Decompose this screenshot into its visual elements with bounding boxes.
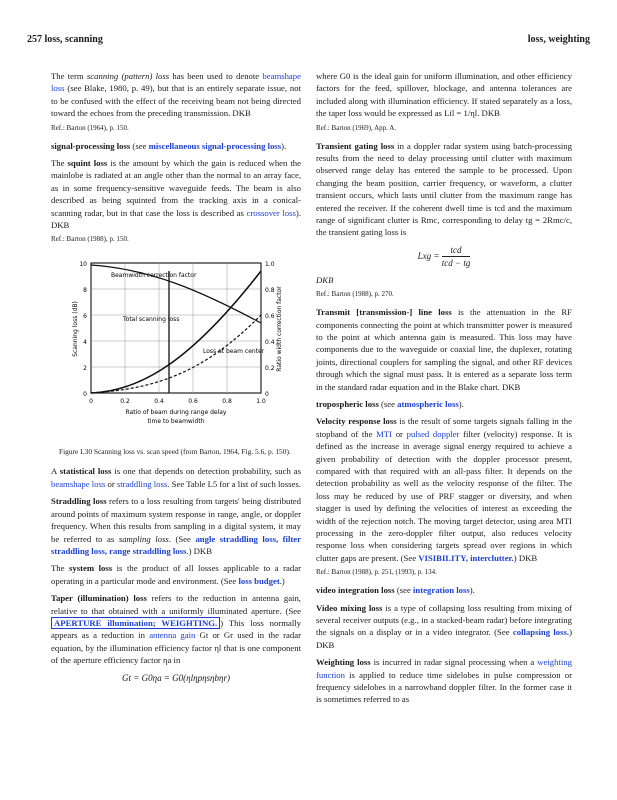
statistical-loss-paragraph: A statistical loss is one that depends on detection probability, such as beamshape loss or straddling loss. See Table L5 for a list of such losses. bbox=[51, 466, 301, 489]
x-tick: 0 bbox=[89, 398, 93, 406]
link-collapsing-loss[interactable]: collapsing loss. bbox=[512, 627, 570, 638]
link-straddling-loss[interactable]: straddling loss bbox=[116, 478, 168, 489]
right-column bbox=[316, 70, 572, 711]
dkb-signature: DKB bbox=[316, 274, 334, 285]
label-loss-center: Loss at beam center bbox=[203, 348, 265, 356]
label-scanning: Total scanning loss bbox=[123, 316, 180, 324]
x-axis-label: Ratio of beam during range delay bbox=[125, 409, 227, 417]
velocity-response-loss-paragraph: Velocity response loss is the result of some targets signals falling in the stopband of the MTI or pulsed doppler filter (velocity) response. It is defined as the increase in average signal energy required to achieve a given probability of detection with the doppler processor present, compared with that required with an all-pass filter. It depends on the detection probability as well as the velocity response of the filter. The loss may be reduced by use of PRF stagger or diversity, and when stagger is used by defining the velocities of interest as exceeding the width of the rejection notch. The moving target detector, using area MTI processing in the zero-doppler filter output, also reduces velocity response loss when considering targets spread over regions in which clutter gaps are present. (See VISIBILITY, interclutter.) DKB bbox=[316, 416, 572, 563]
x-tick: 0.2 bbox=[120, 398, 130, 406]
link-weighting-function[interactable]: weighting function bbox=[316, 657, 572, 680]
link-misc-signal-processing-loss[interactable]: miscellaneous signal-processing loss bbox=[148, 140, 282, 151]
grid-lines bbox=[91, 263, 261, 393]
x-tick: 0.8 bbox=[222, 398, 232, 406]
y-tick-left: 6 bbox=[83, 313, 87, 321]
y-axis-label-right: Ratio width correction factor bbox=[276, 286, 283, 373]
y-tick-right: 0.8 bbox=[265, 287, 275, 295]
straddling-loss-paragraph: Straddling loss refers to a loss resulting from targets' being distributed around points of maximum system response in range, angle, or doppler frequency. When this results from sampling in a digital system, it may be referred to as sampling loss. (See angle straddling loss, filter straddling loss, range straddling loss.) DKB bbox=[51, 496, 302, 556]
y-tick-right: 0.2 bbox=[265, 365, 275, 373]
y-tick-right: 1.0 bbox=[265, 261, 275, 269]
taper-loss-continuation: where G0 is the ideal gain for uniform illumination, and other efficiency factors for the feed, spillover, blockage, and antenna tolerances are included along with illumination efficiency. If stated separately as a loss, the taper loss would be expressed as Lil = 1/ηl. DKB bbox=[316, 71, 572, 119]
link-atmospheric-loss[interactable]: atmospheric loss bbox=[397, 398, 459, 409]
reference: Ref.: Barton (1964), p. 150. bbox=[51, 123, 129, 132]
video-mixing-loss-paragraph: Video mixing loss is a type of collapsing loss resulting from mixing of several receiver outputs (e.g., in a stacked-beam radar) before integrating the signals on a display or in a video integrator. (See collapsing loss.) DKB bbox=[316, 602, 573, 650]
y-tick-left: 8 bbox=[83, 287, 87, 295]
link-beamshape-loss[interactable]: beamshape loss bbox=[51, 478, 106, 489]
link-beamshape-loss[interactable]: beamshape loss bbox=[51, 71, 301, 94]
tropospheric-loss-entry: tropospheric loss (see atmospheric loss). bbox=[316, 398, 464, 409]
scanning-loss-figure bbox=[51, 251, 301, 441]
link-pulsed-doppler[interactable]: pulsed doppler bbox=[406, 428, 460, 439]
x-tick: 0.6 bbox=[188, 398, 198, 406]
link-loss-budget[interactable]: loss budget bbox=[238, 575, 280, 586]
header-left: 257 loss, scanning bbox=[27, 34, 103, 45]
x-axis-label: time to beamwidth bbox=[147, 418, 205, 426]
video-integration-loss-entry: video integration loss (see integration loss). bbox=[316, 585, 475, 596]
transient-gating-loss-paragraph: Transient gating loss in a doppler radar system using batch-processing results from the need to delay processing until clutter with maximum observed range delay has entered the sample to be processed. Upon changing the beam position, carrier frequency, or waveform, a clutter transient occurs, which lasts until clutter from the maximum range has entered the receiver. If the coherent dwell time is tcd and the maximum range of significant clutter is Rmc, corresponding to delay tg = 2Rmc/c, the transient gating loss is bbox=[316, 140, 572, 238]
signal-processing-loss-entry: signal-processing loss (see miscellaneous signal-processing loss). bbox=[51, 140, 287, 151]
page-header bbox=[27, 34, 590, 48]
y-tick-left: 2 bbox=[83, 365, 87, 373]
figure-caption: Figure L30 Scanning loss vs. scan speed (from Barton, 1964, Fig. 5.6, p. 150). bbox=[59, 447, 291, 457]
y-tick-left: 0 bbox=[83, 391, 87, 399]
reference: Ref.: Barton (1988), p. 150. bbox=[51, 235, 129, 244]
y-tick-right: 0.4 bbox=[265, 339, 275, 347]
plot-frame bbox=[91, 263, 261, 393]
x-tick: 0.4 bbox=[154, 398, 164, 406]
left-column bbox=[51, 70, 301, 688]
link-aperture-illumination[interactable]: APERTURE illumination; WEIGHTING. bbox=[51, 617, 220, 629]
y-tick-left: 10 bbox=[79, 261, 87, 269]
series-total-scanning-loss bbox=[91, 271, 261, 393]
y-axis-label-left: Scanning loss (dB) bbox=[72, 301, 79, 358]
x-tick: 1.0 bbox=[256, 398, 266, 406]
reference: Ref.: Barton (1969), App. A. bbox=[316, 123, 397, 132]
link-visibility-interclutter[interactable]: VISIBILITY, interclutter. bbox=[418, 552, 514, 563]
y-tick-left: 4 bbox=[83, 339, 87, 347]
reference: Ref.: Barton (1988), p. 270. bbox=[316, 290, 394, 299]
link-straddling-losses[interactable]: angle straddling loss, filter straddling loss, range straddling loss bbox=[51, 533, 301, 556]
link-integration-loss[interactable]: integration loss bbox=[413, 585, 470, 596]
link-crossover-loss[interactable]: crossover loss bbox=[246, 207, 296, 218]
gain-formula: Gt = G0ηa = G0(ηlηpηsηbηr) bbox=[122, 672, 230, 683]
taper-loss-paragraph: Taper (illumination) loss refers to the reduction in antenna gain, relative to that obtained with a uniformly illuminated aperture. (See APERTURE illumination; WEIGHTING. ) This loss normally appears as a reduction in antenna gain Gt or Gr used in the radar equation, by the illumination efficiency factor ηl that is one component of the aperture efficiency factor ηa in bbox=[51, 593, 301, 666]
y-tick-right: 0 bbox=[265, 391, 269, 399]
scanning-loss-paragraph: The term scanning (pattern) loss has been used to denote beamshape loss (see Blake, 1980, p. 49), but that is an entirely separate issue, not to be confused with the effect of the receiving beam not being directed toward the echoes from the preceding transmission. DKB bbox=[51, 71, 301, 119]
weighting-loss-paragraph: Weighting loss is incurred in radar signal processing when a weighting function is applied to reduce time sidelobes in pulse compression or frequency sidelobes in a narrowband doppler filter. In the former case it is sometimes referred to as bbox=[316, 657, 572, 705]
transmit-line-loss-paragraph: Transmit [transmission-] line loss is the attenuation in the RF components connecting the point at which transmitter power is measured to the point at which antenna gain is measured. This loss may have components due to the waveguide or coaxial line, the duplexer, rotating joints, directional couplers for sampling the signal, and other RF devices through which the signal must pass. It is entered as a separate loss term in the standard radar equation and in the Blake chart. DKB bbox=[316, 307, 572, 392]
link-antenna-gain[interactable]: antenna gain bbox=[149, 630, 196, 641]
header-right: loss, weighting bbox=[527, 34, 590, 45]
squint-loss-paragraph: The squint loss is the amount by which the gain is reduced when the mainlobe is radiated at an angle other than the normal to an array face, as in some frequency-sensitive waveguide feeds. The beam is also described as being squinted from the tracking axis in a conical-scanning radar, but in that case the loss is described as crossover loss). DKB bbox=[51, 158, 301, 231]
y-tick-right: 0.6 bbox=[265, 313, 275, 321]
label-beamwidth: Beamwidth correction factor bbox=[111, 272, 197, 280]
reference: Ref.: Barton (1988), p. 251, (1993), p. 134. bbox=[316, 568, 437, 577]
link-mti[interactable]: MTI bbox=[376, 428, 393, 439]
scanning-loss-chart bbox=[51, 251, 301, 441]
system-loss-paragraph: The system loss is the product of all losses applicable to a radar operating in a particular mode and environment. (See loss budget.) bbox=[51, 563, 301, 586]
transient-gating-formula: Lxg = $\frac{\text{tcd}}{\text{tcd − tg}}$ bbox=[417, 244, 471, 269]
